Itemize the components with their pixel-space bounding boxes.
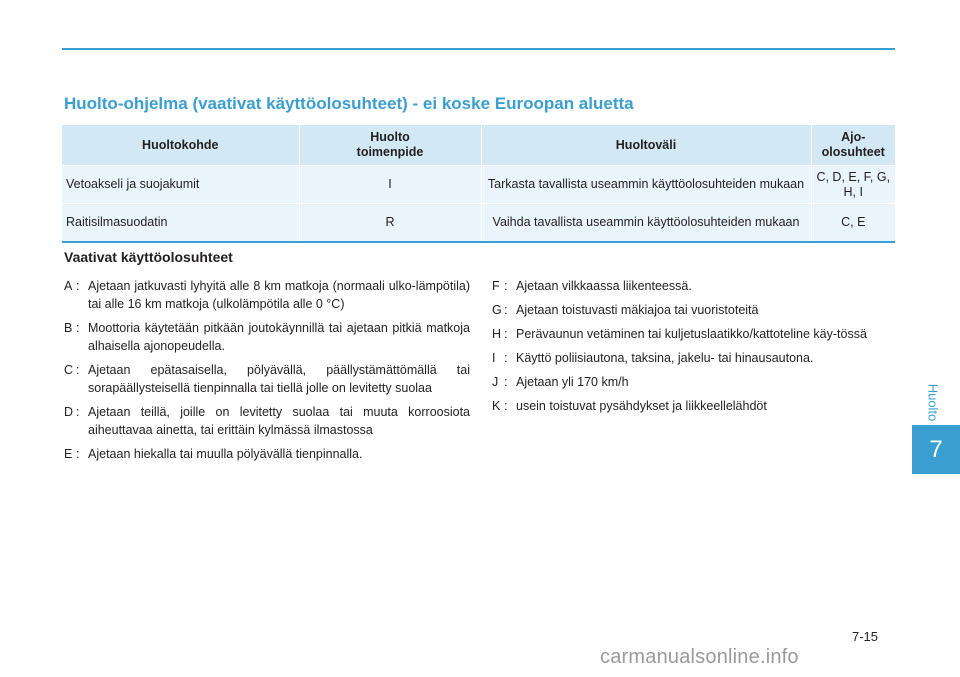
condition-item: E : Ajetaan hiekalla tai muulla pölyävällä tienpinnalla.	[64, 445, 470, 463]
condition-key: F	[492, 279, 500, 293]
condition-text: Ajetaan vilkkaassa liikenteessä.	[516, 279, 692, 293]
condition-key: D	[64, 405, 74, 419]
chapter-side-label: Huolto	[925, 383, 941, 421]
header-maintenance-action: Huolto toimenpide	[299, 125, 481, 166]
condition-key: G	[492, 303, 502, 317]
cell-action: R	[299, 204, 481, 243]
condition-item: C : Ajetaan epätasaisella, pölyävällä, päällystämättömällä tai sorapäällysteisellä tienpinnalla tai tiellä jolle on levitetty suolaa	[64, 363, 470, 395]
condition-key: H	[492, 327, 502, 341]
cell-interval: Vaihda tavallista useammin käyttöolosuhteiden mukaan	[481, 204, 811, 243]
condition-item: D : Ajetaan teillä, joille on levitetty suolaa tai muuta korroosiota aiheuttavaa ainetta, tai erittäin kylmässä ilmastossa	[64, 405, 470, 437]
condition-text: Ajetaan yli 170 km/h	[516, 375, 629, 389]
page-number: 7-15	[852, 629, 879, 644]
cell-interval: Tarkasta tavallista useammin käyttöolosuhteiden mukaan	[481, 166, 811, 204]
maintenance-table	[62, 125, 895, 243]
table-header-row	[62, 125, 895, 166]
section-title: Huolto-ohjelma (vaativat käyttöolosuhteet) - ei koske Euroopan aluetta	[64, 94, 634, 113]
chapter-number-tab: 7	[912, 425, 960, 474]
condition-text: Perävaunun vetäminen tai kuljetuslaatikko/kattoteline käy-tössä	[516, 327, 867, 341]
cell-item: Vetoakseli ja suojakumit	[62, 166, 299, 204]
conditions-title: Vaativat käyttöolosuhteet	[64, 249, 233, 265]
condition-key: B	[64, 321, 73, 335]
cell-conditions: C, D, E, F, G, H, I	[811, 166, 895, 204]
header-maintenance-interval: Huoltoväli	[481, 125, 811, 166]
condition-item: G : Ajetaan toistuvasti mäkiajoa tai vuoristoteitä	[492, 301, 896, 319]
condition-text: Ajetaan jatkuvasti lyhyitä alle 8 km matkoja (normaali ulko-lämpötila) tai alle 16 km matkoja (ulkolämpötila alle 0 °C)	[88, 279, 470, 311]
condition-key: J	[492, 375, 499, 389]
condition-item: J : Ajetaan yli 170 km/h	[492, 373, 896, 391]
condition-text: Moottoria käytetään pitkään joutokäynnillä tai ajetaan pitkiä matkoja alhaisella ajonopeudella.	[88, 321, 470, 353]
cell-item: Raitisilmasuodatin	[62, 204, 299, 243]
table-row	[62, 166, 895, 204]
condition-item: K : usein toistuvat pysähdykset ja liikkeellelähdöt	[492, 397, 896, 415]
cell-action: I	[299, 166, 481, 204]
condition-key: C	[64, 363, 74, 377]
condition-item: A : Ajetaan jatkuvasti lyhyitä alle 8 km matkoja (normaali ulko-lämpötila) tai alle 16 km matkoja (ulkolämpötila alle 0 °C)	[64, 279, 470, 311]
top-rule	[62, 48, 895, 50]
condition-text: Käyttö poliisiautona, taksina, jakelu- tai hinausautona.	[516, 351, 814, 365]
condition-text: Ajetaan epätasaisella, pölyävällä, päällystämättömällä tai sorapäällysteisellä tienpinnalla tai tiellä jolle on levitetty suolaa	[88, 363, 470, 395]
condition-key: I	[492, 351, 496, 365]
conditions-list-right	[492, 277, 896, 421]
condition-key: E	[64, 447, 73, 461]
watermark: carmanualsonline.info	[600, 646, 799, 668]
condition-item: B : Moottoria käytetään pitkään joutokäynnillä tai ajetaan pitkiä matkoja alhaisella ajonopeudella.	[64, 321, 470, 353]
cell-conditions: C, E	[811, 204, 895, 243]
table-row	[62, 204, 895, 243]
header-driving-conditions: Ajo-olosuhteet	[811, 125, 895, 166]
condition-text: usein toistuvat pysähdykset ja liikkeellelähdöt	[516, 399, 767, 413]
condition-key: K	[492, 399, 501, 413]
condition-item: F : Ajetaan vilkkaassa liikenteessä.	[492, 277, 896, 295]
condition-text: Ajetaan toistuvasti mäkiajoa tai vuoristoteitä	[516, 303, 759, 317]
condition-text: Ajetaan hiekalla tai muulla pölyävällä tienpinnalla.	[88, 447, 363, 461]
condition-item: I : Käyttö poliisiautona, taksina, jakelu- tai hinausautona.	[492, 349, 896, 367]
condition-key: A	[64, 279, 73, 293]
condition-item: H : Perävaunun vetäminen tai kuljetuslaatikko/kattoteline käy-tössä	[492, 325, 896, 343]
conditions-list-left	[64, 277, 470, 469]
header-maintenance-item: Huoltokohde	[62, 125, 299, 166]
condition-text: Ajetaan teillä, joille on levitetty suolaa tai muuta korroosiota aiheuttavaa ainetta, tai erittäin kylmässä ilmastossa	[88, 405, 470, 437]
